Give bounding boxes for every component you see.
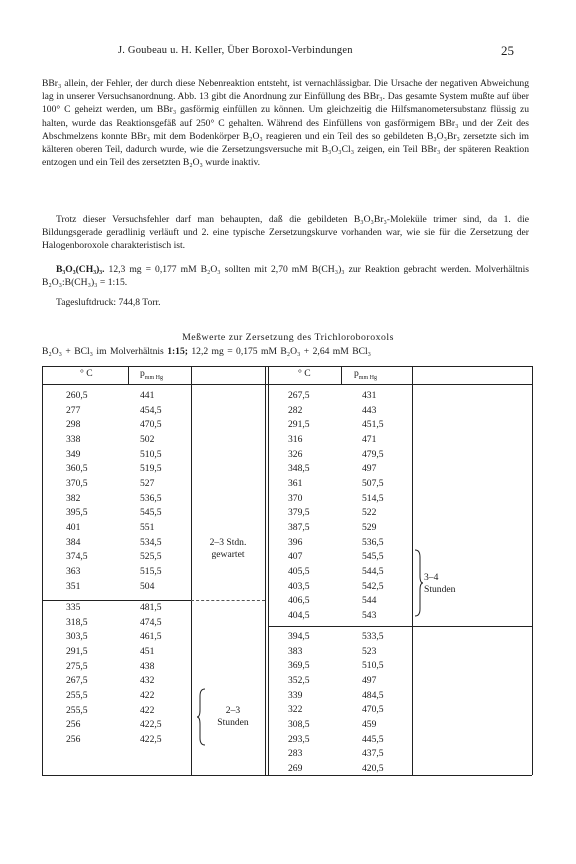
cell: 256	[66, 719, 81, 731]
cell: 443	[362, 404, 377, 416]
table-bottom-rule	[42, 775, 532, 776]
cell: 298	[66, 419, 81, 431]
cell: 291,5	[288, 419, 310, 431]
header-temp-left: ° C	[80, 368, 93, 379]
cell: 352,5	[288, 674, 310, 686]
cell: 339	[288, 689, 303, 701]
cell: 370,5	[66, 477, 88, 489]
header-divider-left	[128, 366, 129, 384]
cell: 374,5	[66, 551, 88, 563]
header-divider-right	[341, 366, 342, 384]
cell: 283	[288, 748, 303, 760]
cell: 474,5	[140, 616, 162, 628]
cell: 441	[140, 390, 155, 401]
cell: 348,5	[288, 463, 310, 475]
cell: 533,5	[362, 631, 384, 642]
left-hours-note	[203, 705, 263, 729]
cell: 335	[66, 602, 81, 613]
table-left-edge	[42, 366, 43, 775]
running-title: J. Goubeau u. H. Keller, Über Boroxol-Verbindungen	[118, 45, 353, 56]
right-block-separator	[268, 626, 532, 627]
right-press-col-a	[362, 389, 384, 624]
header-p: p	[140, 368, 145, 379]
cell: 510,5	[362, 660, 384, 672]
cell: 545,5	[362, 551, 384, 563]
cell: 502	[140, 433, 155, 445]
cell: 404,5	[288, 609, 310, 621]
right-hours-note	[424, 572, 484, 596]
header-p-right: p	[354, 368, 359, 379]
cell: 255,5	[66, 704, 88, 716]
cell: 282	[288, 404, 303, 416]
caption-ratio: 1:15;	[167, 346, 188, 357]
cell: 422	[140, 704, 155, 716]
cell: 422,5	[140, 719, 162, 731]
table-caption-title: Meßwerte zur Zersetzung des Trichloroboroxols	[182, 332, 394, 343]
double-rule-a	[265, 366, 266, 775]
cell: 459	[362, 718, 377, 730]
header-temp-right: ° C	[298, 368, 311, 379]
cell: 322	[288, 704, 303, 716]
cell: 484,5	[362, 689, 384, 701]
left-hours-note-1: 2–3	[225, 705, 241, 716]
cell: 382	[66, 492, 81, 504]
paragraph-1-text: BBr₃ allein, der Fehler, der durch diese Nebenreaktion entsteht, ist vernachlässigbar. Die Ursache der negativen Abweichung lag in unserer Versuchsanordnung. Abb. 13 gibt die Anordnung zur Einfüllung des BBr₃. Das gesamte System mußte auf über 100° C geheizt werden, um BBr₃ gasförmig einfüllen zu können. Um gleichzeitig die Hilfsmanometersubstanz flüssig zu halten, wurde das Reaktionsgefäß auf 250° C gehalten. Während des Einfüllens von gasförmigem BBr₃ und der Zeit des Abschmelzens konnte BBr₃ mit dem Bodenkörper B₂O₃ reagieren und ein Teil des so gebildeten B₃O₃Br₃ zersetzte sich im kälteren oberen Teil, dadurch wurde, wie die Zersetzungsversuche mit B₃O₃Cl₃ zeigen, ein Teil BBr₃ der späteren Reaktion entzogen und ein Teil des zersetzten B₂O₃ wurde inaktiv.	[42, 78, 529, 169]
cell: 461,5	[140, 631, 162, 643]
cell: 551	[140, 521, 155, 533]
cell: 275,5	[66, 660, 88, 672]
cell: 308,5	[288, 718, 310, 730]
cell: 360,5	[66, 463, 88, 475]
cell: 510,5	[140, 448, 162, 460]
cell: 401	[66, 521, 81, 533]
cell: 497	[362, 463, 377, 475]
cell: 326	[288, 448, 303, 460]
cell: 403,5	[288, 580, 310, 592]
table-header-rule	[42, 384, 532, 385]
cell: 351	[66, 580, 81, 592]
cell: 515,5	[140, 565, 162, 577]
left-temp-col-a	[66, 389, 88, 594]
air-pressure-line: Tagesluftdruck: 744,8 Torr.	[56, 297, 161, 308]
cell: 293,5	[288, 733, 310, 745]
right-brace-icon	[414, 549, 424, 617]
cell: 349	[66, 448, 81, 460]
column-divider-left	[191, 366, 192, 775]
cell: 544,5	[362, 565, 384, 577]
cell: 451	[140, 645, 155, 657]
cell: 519,5	[140, 463, 162, 475]
cell: 481,5	[140, 602, 162, 613]
header-p-sub-right: mm Hg	[358, 374, 377, 381]
cell: 407	[288, 551, 303, 563]
cell: 544	[362, 595, 377, 607]
cell: 396	[288, 536, 303, 548]
header-p-sub: mm Hg	[144, 374, 163, 381]
header-pressure-left	[140, 368, 163, 381]
cell: 420,5	[362, 762, 384, 774]
cell: 471	[362, 433, 377, 445]
right-press-col-b	[362, 630, 384, 777]
left-wait-note	[191, 537, 265, 561]
right-temp-col-a	[288, 389, 310, 624]
cell: 303,5	[66, 631, 88, 643]
cell: 277	[66, 404, 81, 416]
table-right-edge	[532, 366, 533, 775]
cell: 470,5	[140, 419, 162, 431]
table-top-rule	[42, 366, 532, 367]
cell: 543	[362, 609, 377, 621]
cell: 437,5	[362, 748, 384, 760]
cell: 534,5	[140, 536, 162, 548]
cell: 422,5	[140, 733, 162, 745]
caption-start: B₂O₃ + BCl₃ im Molverhältnis	[42, 346, 168, 357]
cell: 451,5	[362, 419, 384, 431]
cell: 406,5	[288, 595, 310, 607]
cell: 431	[362, 390, 377, 401]
cell: 479,5	[362, 448, 384, 460]
cell: 405,5	[288, 565, 310, 577]
cell: 422	[140, 689, 155, 701]
cell: 383	[288, 645, 303, 657]
left-press-col-b	[140, 601, 162, 748]
cell: 529	[362, 521, 377, 533]
cell: 291,5	[66, 645, 88, 657]
cell: 255,5	[66, 689, 88, 701]
left-wait-note-2: gewartet	[211, 549, 245, 560]
compound-formula: B₃O₃(CH₃)₃.	[56, 264, 105, 275]
cell: 438	[140, 660, 155, 672]
cell: 536,5	[140, 492, 162, 504]
cell: 370	[288, 492, 303, 504]
cell: 522	[362, 507, 377, 519]
cell: 525,5	[140, 551, 162, 563]
column-divider-right	[412, 366, 413, 775]
cell: 379,5	[288, 507, 310, 519]
cell: 395,5	[66, 507, 88, 519]
cell: 369,5	[288, 660, 310, 672]
cell: 514,5	[362, 492, 384, 504]
cell: 256	[66, 733, 81, 745]
cell: 338	[66, 433, 81, 445]
left-note-separator	[191, 600, 265, 601]
right-hours-note-1: 3–4	[424, 572, 439, 583]
cell: 267,5	[66, 675, 88, 687]
cell: 267,5	[288, 390, 310, 401]
left-press-col-a	[140, 389, 162, 594]
double-rule-b	[268, 366, 269, 775]
cell: 445,5	[362, 733, 384, 745]
right-hours-note-2: Stunden	[424, 584, 456, 595]
header-pressure-right	[354, 368, 377, 381]
cell: 318,5	[66, 616, 88, 628]
cell: 432	[140, 675, 155, 687]
cell: 316	[288, 433, 303, 445]
left-block-separator	[42, 600, 191, 601]
cell: 470,5	[362, 704, 384, 716]
cell: 363	[66, 565, 81, 577]
cell: 361	[288, 477, 303, 489]
cell: 527	[140, 477, 155, 489]
cell: 384	[66, 536, 81, 548]
cell: 497	[362, 674, 377, 686]
caption-end: 12,2 mg = 0,175 mM B₂O₃ + 2,64 mM BCl₃	[187, 346, 372, 357]
cell: 523	[362, 645, 377, 657]
cell: 387,5	[288, 521, 310, 533]
paragraph-3-rest: 12,3 mg = 0,177 mM B₂O₃ sollten mit 2,70 mM B(CH₃)₃ zur Reaktion gebracht werden. Molverhältnis B₂O₃:B(CH₃)₃ = 1:15.	[42, 264, 529, 289]
cell: 545,5	[140, 507, 162, 519]
right-temp-col-b	[288, 630, 310, 777]
left-wait-note-1: 2–3 Stdn.	[209, 537, 247, 548]
cell: 454,5	[140, 404, 162, 416]
cell: 504	[140, 580, 155, 592]
left-hours-note-2: Stunden	[217, 717, 249, 728]
page-number: 25	[501, 43, 514, 58]
cell: 394,5	[288, 631, 310, 642]
cell: 269	[288, 762, 303, 774]
paragraph-2-text: Trotz dieser Versuchsfehler darf man behaupten, daß die gebildeten B₃O₃Br₃-Moleküle trimer sind, da 1. die Bildungsgerade geradlinig verläuft und 2. eine typische Zersetzungskurve vorhanden war, wie sie für die Zersetzung der Halogenboroxole charakteristisch ist.	[42, 214, 529, 252]
cell: 260,5	[66, 390, 88, 401]
cell: 507,5	[362, 477, 384, 489]
cell: 536,5	[362, 536, 384, 548]
cell: 542,5	[362, 580, 384, 592]
left-temp-col-b	[66, 601, 88, 748]
